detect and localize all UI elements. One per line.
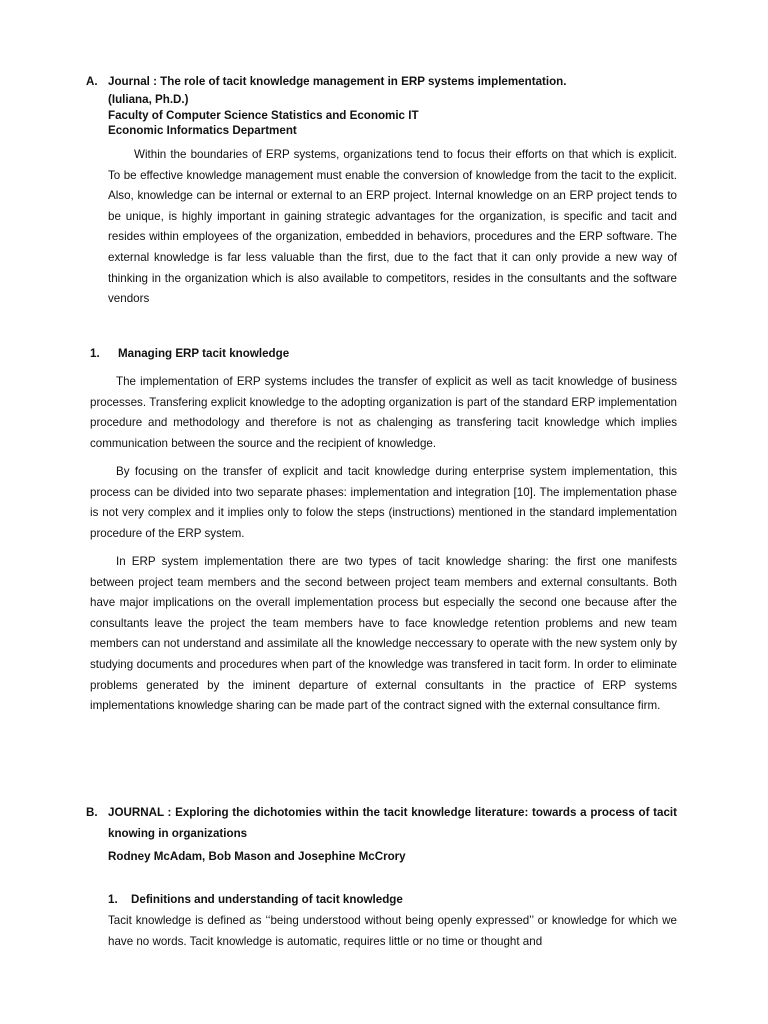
section-b-title bbox=[108, 802, 677, 844]
paragraph-text: In ERP system implementation there are two types of tacit knowledge sharing: the first one manifests between project team members and the second between project team members and external consultants. Both have major implications on the overall implementation process but especially the second one because after the consultants leave the project the team members have to face knowledge retention problems and new team members can not understand and assimilate all the knowledge neccessary to operate with the new system only by studying documents and procedures when part of the knowledge was transfered in tacit form. In order to eliminate problems generated by the iminent departure of external consultants in the practice of ERP systems implementations knowledge sharing can be made part of the contract signed with the external consultance firm. bbox=[90, 555, 677, 713]
section-a-sub1-marker: 1. bbox=[90, 347, 100, 360]
section-b-sub1-marker: 1. bbox=[108, 893, 118, 906]
paragraph-text: The implementation of ERP systems includes the transfer of explicit as well as tacit knowledge of business processes. Transfering explicit knowledge to the adopting organization is part of the standard ERP implementation procedure and methodology and therefore is not as chalenging as transfering tacit knowledge which implies communication between the source and the recipient of knowledge. bbox=[90, 375, 677, 450]
section-a-intro-text: Within the boundaries of ERP systems, organizations tend to focus their efforts on that which is explicit. To be effective knowledge management must enable the conversion of knowledge from the tacit to the explicit. Also, knowledge can be internal or external to an ERP project. Internal knowledge on an ERP project tends to be unique, is highly important in gaining strategic advantages for the organization, is specific and tacit and resides within employees of the organization, embedded in behaviors, procedures and the ERP software. The external knowledge is far less valuable than the first, due to the fact that it can only provide a new way of thinking in the organization which is also available to competitors, resides in the consultants and the software vendors bbox=[108, 148, 677, 306]
section-a-sub1-paragraph-2 bbox=[90, 462, 677, 544]
section-a-affiliation: Faculty of Computer Science Statistics and Economic IT bbox=[108, 109, 419, 122]
section-a-title: Journal : The role of tacit knowledge management in ERP systems implementation. bbox=[108, 75, 567, 88]
section-a-author: (Iuliana, Ph.D.) bbox=[108, 93, 189, 106]
section-b-title-text: JOURNAL : Exploring the dichotomies within the tacit knowledge literature: towards a process of tacit knowing in organizations bbox=[108, 806, 677, 840]
paragraph-text: By focusing on the transfer of explicit and tacit knowledge during enterprise system implementation, this process can be divided into two separate phases: implementation and integration [10]. The implementation phase is not very complex and it implies only to folow the steps (instructions) mentioned in the standard implementation procedure of the ERP system. bbox=[90, 465, 677, 540]
section-a-sub1-heading: Managing ERP tacit knowledge bbox=[118, 347, 290, 360]
section-a-intro bbox=[108, 145, 677, 310]
paragraph-text: Tacit knowledge is defined as ‘‘being understood without being openly expressed’’ or knowledge for which we have no words. Tacit knowledge is automatic, requires little or no time or thought and bbox=[108, 914, 677, 948]
section-b-authors: Rodney McAdam, Bob Mason and Josephine McCrory bbox=[108, 850, 406, 863]
section-a-marker: A. bbox=[86, 75, 98, 88]
section-b-sub1-paragraph-1 bbox=[108, 910, 677, 952]
section-b-sub1-heading: Definitions and understanding of tacit knowledge bbox=[131, 893, 403, 906]
section-b-marker: B. bbox=[86, 806, 98, 819]
section-a-department: Economic Informatics Department bbox=[108, 124, 297, 137]
section-a-sub1-paragraph-1 bbox=[90, 372, 677, 454]
section-a-sub1-paragraph-3 bbox=[90, 552, 677, 717]
